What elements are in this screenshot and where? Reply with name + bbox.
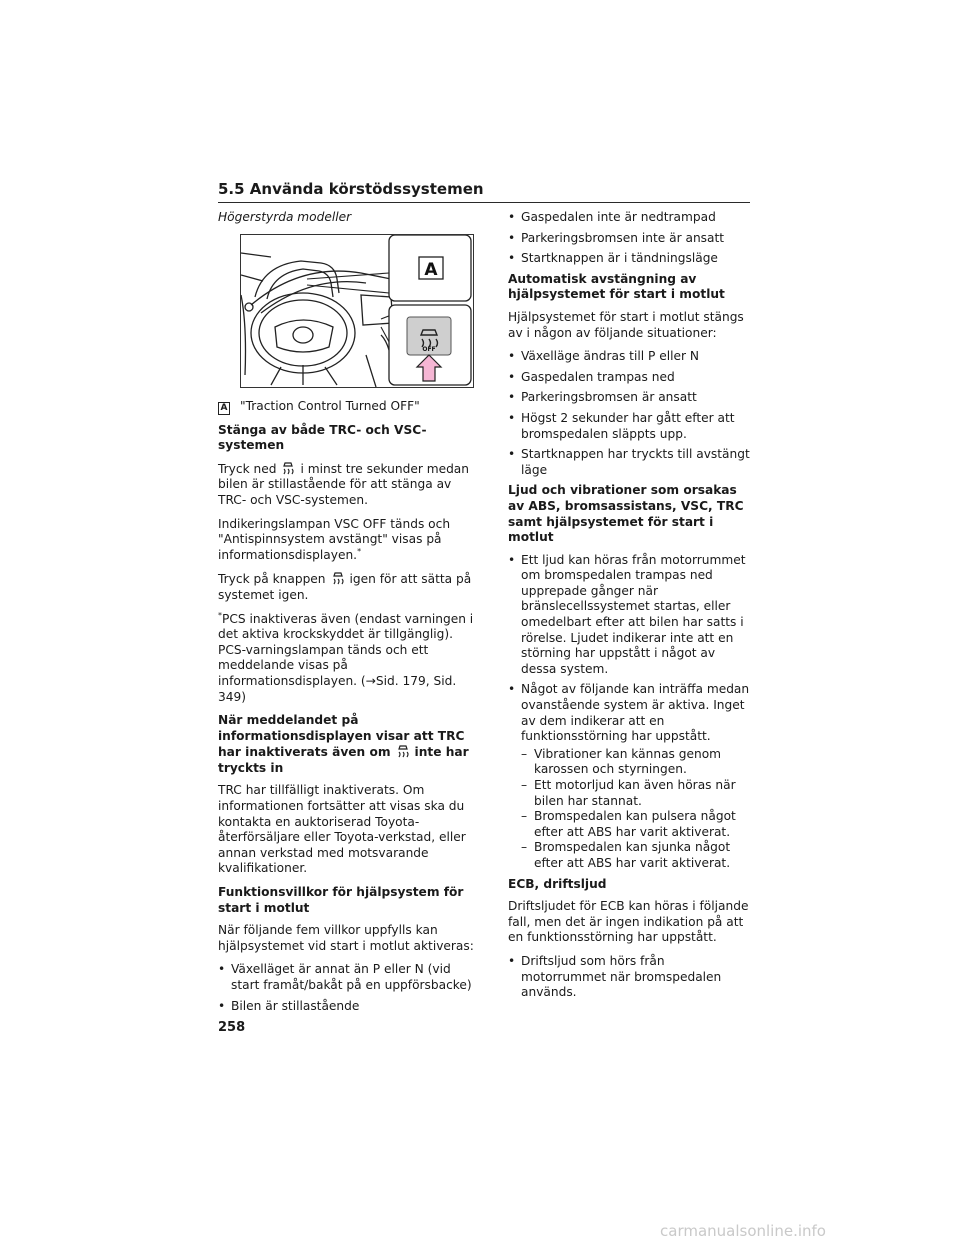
paragraph-ecb-sound: Driftsljudet för ECB kan höras i följande fall, men det är ingen indikation på att en funktionsstörning har uppstått. [508, 899, 749, 945]
list-item: • Växelläge ändras till P eller N [508, 349, 750, 365]
list-item: • Ett ljud kan höras från motorrummet om bromspedalen trampas ned upprepade gånger när bränslecellssystemet startas, eller omedelbart efter att bilen har satts i rörelse. Ljudet indikerar inte att en störning har uppstått i något av dessa system. [508, 553, 750, 678]
paragraph-press-button: Tryck ned i minst tre sekunder medan bilen är stillastående för att stänga av TRC- och VSC-systemen. [218, 461, 470, 507]
conditions-list-continued [508, 210, 750, 267]
sounds-list [508, 553, 750, 872]
paragraph-auto-disable: Hjälpsystemet för start i motlut stängs av i någon av följande situationer: [508, 309, 744, 340]
figure-label-a: A [424, 259, 438, 280]
dashboard-figure [240, 234, 474, 388]
list-item: • Högst 2 sekunder har gått efter att bromspedalen släppts upp. [508, 411, 750, 442]
heading-auto-disable: Automatisk avstängning av hjälpsystemet för start i motlut [508, 271, 725, 302]
vsc-off-button-icon [281, 461, 295, 476]
vsc-off-button-icon [396, 744, 410, 759]
heading-disable-trc-vsc: Stänga av både TRC- och VSC-systemen [218, 422, 427, 453]
heading-hill-start-conditions: Funktionsvillkor för hjälpsystem för start i motlut [218, 885, 464, 915]
list-item: • Gaspedalen inte är nedtrampad [508, 210, 750, 226]
paragraph-conditions-intro: När följande fem villkor uppfylls kan hjälpsystemet vid start i motlut aktiveras: [218, 923, 474, 953]
list-item: – Bromspedalen kan pulsera något efter att ABS har varit aktiverat. [521, 809, 750, 840]
figure-icon-off-label: OFF [422, 345, 436, 353]
heading-sounds-vibrations: Ljud och vibrationer som orsakas av ABS, bromsassistans, VSC, TRC samt hjälpsystemet för start i motlut [508, 483, 744, 545]
list-item: – Ett motorljud kan även höras när bilen har stannat. [521, 778, 750, 809]
disable-situations-list [508, 349, 750, 478]
list-item: • Startknappen har tryckts till avstängt läge [508, 447, 750, 478]
page-number: 258 [218, 1020, 246, 1035]
legend-text: "Traction Control Turned OFF" [240, 398, 420, 413]
list-item: – Bromspedalen kan sjunka något efter att ABS har varit aktiverat. [521, 840, 750, 871]
list-item: • Växelläget är annat än P eller N (vid start framåt/bakåt på en uppförsbacke) [218, 962, 474, 993]
list-item: • Något av följande kan inträffa medan ovanstående system är aktiva. Inget av dem indikerar att en funktionsstörning har uppstått. – Vibrationer kan kännas genom karossen och styrningen. – Ett motorljud kan även höras när bilen har stannat. – Bromspedalen kan pulsera något efter att ABS har varit aktiverat. – Bromspedalen kan sjunka något efter att ABS har varit aktiverat. [508, 682, 750, 871]
list-item: • Bilen är stillastående [218, 999, 474, 1015]
ecb-list [508, 954, 750, 1001]
right-column [508, 210, 750, 1006]
list-item: • Gaspedalen trampas ned [508, 370, 750, 386]
vsc-off-button-icon [331, 571, 345, 586]
list-item: • Driftsljud som hörs från motorrummet när bromspedalen används. [508, 954, 750, 1001]
heading-ecb-sound: ECB, driftsljud [508, 876, 607, 891]
left-column [218, 210, 474, 1019]
dashboard-illustration [241, 235, 473, 387]
conditions-list [218, 962, 474, 1014]
footnote-pcs: *PCS inaktiveras även (endast varningen i det aktiva krockskyddet är tillgänglig). PCS-varningslampan tänds och ett meddelande visas på informationsdisplayen. (→Sid. 179, Sid. 349) [218, 610, 474, 704]
paragraph-indicator: Indikeringslampan VSC OFF tänds och "Antispinnsystem avstängt" visas på informationsdisplayen.* [218, 516, 451, 562]
list-item: • Startknappen är i tändningsläge [508, 251, 750, 267]
paragraph-trc-temporary: TRC har tillfälligt inaktiverats. Om informationen fortsätter att visas ska du kontakta en auktoriserad Toyota-återförsäljare eller Toyota-verkstad, eller annan verkstad med motsvarande kvalifikationer. [218, 783, 466, 876]
list-item: • Parkeringsbromsen inte är ansatt [508, 231, 750, 247]
paragraph-press-again: Tryck på knappen igen för att sätta på systemet igen. [218, 572, 472, 602]
list-item: – Vibrationer kan kännas genom karossen och styrningen. [521, 747, 750, 778]
heading-trc-message: När meddelandet på informationsdisplayen visar att TRC har inaktiverats även om inte har tryckts in [218, 713, 469, 775]
legend-marker: A [218, 402, 230, 415]
watermark[interactable]: carmanualsonline.info [660, 1222, 826, 1240]
figure-caption: Högerstyrda modeller [218, 210, 352, 224]
section-header: 5.5 Använda körstödssystemen [218, 180, 750, 203]
list-item: • Parkeringsbromsen är ansatt [508, 390, 750, 406]
figure-legend [218, 399, 474, 415]
effects-sublist [521, 747, 750, 872]
